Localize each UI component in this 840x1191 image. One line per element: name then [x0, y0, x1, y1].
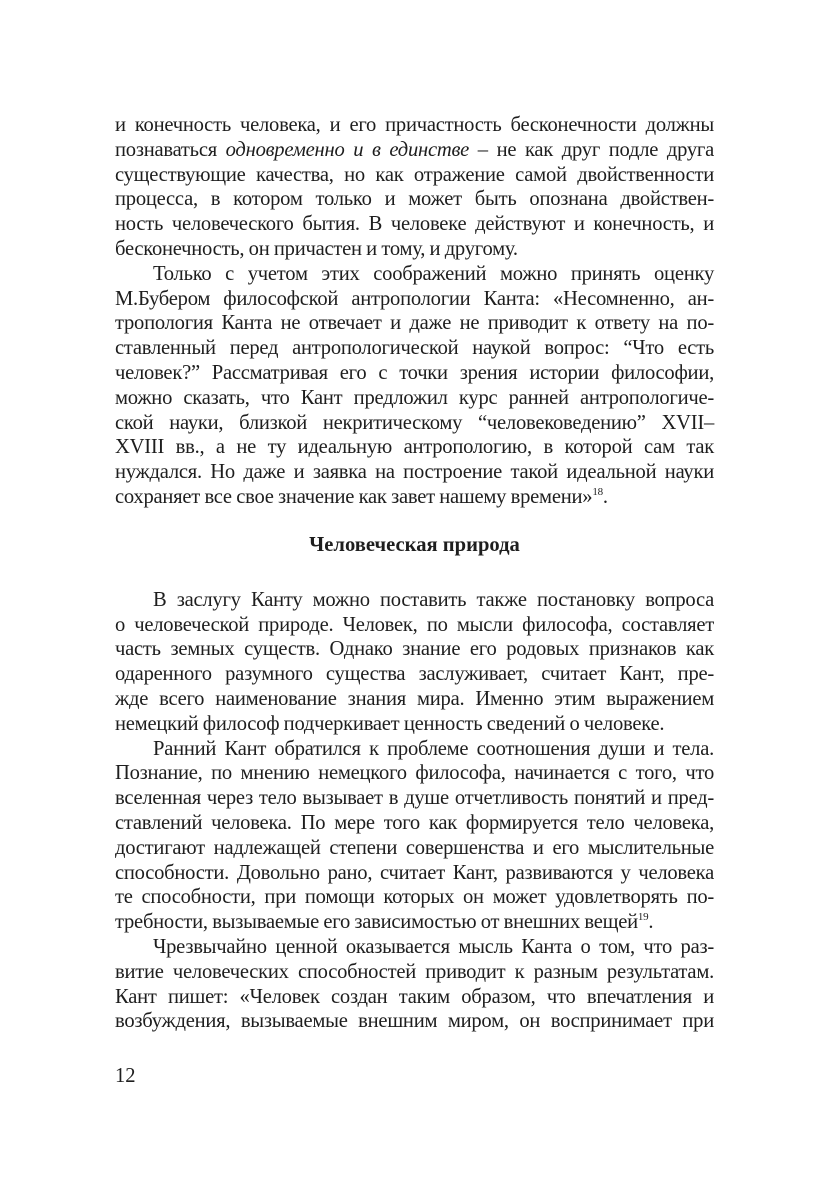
text-segment: нуждался. Но даже и заявка на построение такой идеальной науки — [115, 461, 714, 484]
text-segment: – не как друг подле друга — [469, 138, 714, 161]
paragraph — [115, 113, 714, 262]
text-segment: жде всего наименование знания мира. Именно этим выражением — [115, 687, 714, 710]
text-line — [115, 138, 714, 163]
text-line — [115, 262, 714, 287]
paragraph — [115, 588, 714, 737]
text-segment: существующие качества, но как отражение самой двойственности — [115, 163, 714, 186]
text-line — [115, 163, 714, 188]
text-segment: требности, вызываемые его зависимостью от внешних вещей — [115, 911, 638, 934]
text-segment: витие человеческих способностей приводит к разным результатам. — [115, 960, 714, 983]
paragraph — [115, 935, 714, 1034]
text-segment: ской науки, близкой некритическому “человековедению” XVII– — [115, 411, 714, 434]
page-number: 12 — [115, 1065, 136, 1088]
text-line — [115, 935, 714, 960]
text-line — [115, 113, 714, 138]
text-line — [115, 435, 714, 460]
text-segment: Познание, по мнению немецкого философа, начинается с того, что — [115, 762, 714, 785]
text-segment: Кант пишет: «Человек создан таким образом, что впечатления и — [115, 985, 714, 1008]
text-segment: сохраняет все свое значение как завет нашему времени» — [115, 485, 593, 508]
text-segment: немецкий философ подчеркивает ценность сведений о человеке. — [115, 712, 665, 735]
text-segment: достигают надлежащей степени совершенства и его мыслительные — [115, 836, 714, 859]
text-line — [115, 1009, 714, 1034]
text-line — [115, 761, 714, 786]
text-segment: Ранний Кант обратился к проблеме соотношения души и тела. — [153, 737, 714, 760]
text-line — [115, 687, 714, 712]
text-line — [115, 386, 714, 411]
text-line — [115, 485, 714, 510]
text-line — [115, 411, 714, 436]
paragraph — [115, 737, 714, 935]
text-segment: те способности, при помощи которых он может удовлетворять по- — [115, 886, 714, 909]
text-segment: процесса, в котором только и может быть опознана двойствен- — [115, 188, 714, 211]
text-segment: . — [648, 911, 654, 934]
text-line — [115, 910, 714, 935]
paragraph — [115, 262, 714, 510]
text-segment: ставлений человека. По мере того как формируется тело человека, — [115, 811, 714, 834]
text-line — [115, 811, 714, 836]
text-segment: В заслугу Канту можно поставить также постановку вопроса — [153, 588, 714, 611]
text-segment: М.Бубером философской антропологии Канта: «Несомненно, ан- — [115, 287, 714, 310]
text-line — [115, 786, 714, 811]
section-heading: Человеческая природа — [309, 533, 520, 556]
text-line — [115, 737, 714, 762]
text-segment: ность человеческого бытия. В человеке действуют и конечность, и — [115, 213, 714, 236]
text-block-top — [115, 113, 714, 510]
text-line — [115, 662, 714, 687]
text-segment: о человеческой природе. Человек, по мысли философа, составляет — [115, 613, 714, 636]
text-segment: одаренного разумного существа заслуживает, считает Кант, пре- — [115, 663, 714, 686]
text-line — [115, 613, 714, 638]
text-segment: и конечность человека, и его причастность бесконечности должны — [115, 114, 714, 136]
text-segment: Чрезвычайно ценной оказывается мысль Канта о том, что раз- — [153, 935, 714, 958]
text-line — [115, 637, 714, 662]
text-line — [115, 885, 714, 910]
text-segment: возбуждения, вызываемые внешним миром, он воспринимает при — [115, 1010, 714, 1033]
text-line — [115, 861, 714, 886]
text-segment: . — [602, 485, 608, 508]
italic-text: одновременно и в единстве — [225, 138, 470, 161]
text-line — [115, 187, 714, 212]
text-line — [115, 311, 714, 336]
text-line — [115, 212, 714, 237]
text-line — [115, 985, 714, 1010]
footnote-marker: 18 — [592, 485, 603, 498]
text-segment: XVIII вв., а не ту идеальную антропологию, в которой сам так — [115, 436, 714, 459]
text-segment: ставленный перед антропологической наукой вопрос: “Что есть — [115, 337, 714, 360]
text-line — [115, 836, 714, 861]
text-line — [115, 588, 714, 613]
text-segment: вселенная через тело вызывает в душе отчетливость понятий и пред- — [115, 787, 714, 810]
text-segment: бесконечность, он причастен и тому, и другому. — [115, 237, 518, 260]
footnote-marker: 19 — [637, 911, 649, 924]
text-line — [115, 712, 714, 737]
text-segment: человек?” Рассматривая его с точки зрения истории философии, — [115, 361, 714, 384]
text-segment: тропология Канта не отвечает и даже не приводит к ответу на по- — [115, 312, 714, 335]
text-line — [115, 336, 714, 361]
text-segment: способности. Довольно рано, считает Кант, развиваются у человека — [115, 861, 714, 884]
text-line — [115, 460, 714, 485]
text-segment: можно сказать, что Кант предложил курс ранней антропологиче- — [115, 386, 714, 409]
text-line — [115, 960, 714, 985]
text-line — [115, 287, 714, 312]
text-segment: познаваться — [115, 138, 226, 161]
text-line — [115, 237, 714, 262]
text-segment: часть земных существ. Однако знание его родовых признаков как — [115, 638, 714, 661]
text-line — [115, 361, 714, 386]
text-block-bottom — [115, 588, 714, 1034]
text-segment: Только с учетом этих соображений можно принять оценку — [153, 262, 714, 285]
